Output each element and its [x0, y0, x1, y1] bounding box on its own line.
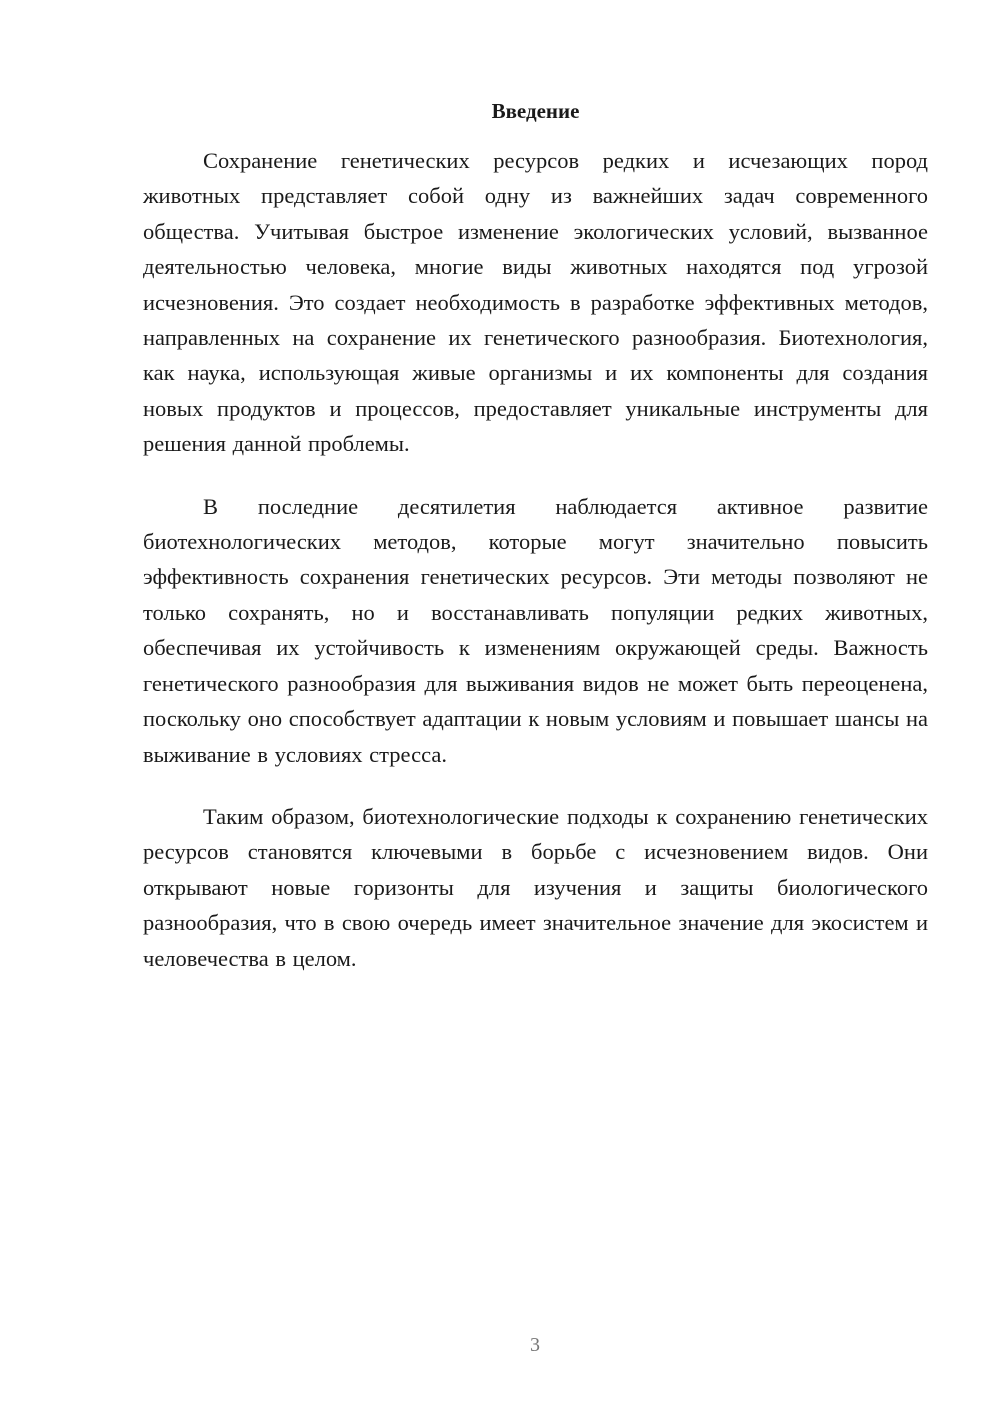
paragraph-2: В последние десятилетия наблюдается активное развитие биотехнологических методов, которые могут значительно повысить эффективность сохранения генетических ресурсов. Эти методы позволяют не только сохранять, но и восстанавливать популяции редких животных, обеспечивая их устойчивость к изменениям окружающей среды. Важность генетического разнообразия для выживания видов не может быть переоценена, поскольку оно способствует адаптации к новым условиям и повышает шансы на выживание в условиях стресса. [143, 493, 928, 767]
paragraph-1: Сохранение генетических ресурсов редких и исчезающих пород животных представляет собой одну из важнейших задач современного общества. Учитывая быстрое изменение экологических условий, вызванное деятельностью человека, многие виды животных находятся под угрозой исчезновения. Это создает необходимость в разработке эффективных методов, направленных на сохранение их генетического разнообразия. Биотехнология, как наука, использующая живые организмы и их компоненты для создания новых продуктов и процессов, предоставляет уникальные инструменты для решения данной проблемы. [143, 148, 928, 457]
page-number: 3 [530, 1334, 540, 1356]
paragraph-3: Таким образом, биотехнологические подходы к сохранению генетических ресурсов становятся ключевыми в борьбе с исчезновением видов. Они открывают новые горизонты для изучения и защиты биологического разнообразия, что в свою очередь имеет значительное значение для экосистем и человечества в целом. [143, 803, 928, 971]
section-heading: Введение [491, 99, 580, 123]
body-text [143, 143, 928, 1003]
